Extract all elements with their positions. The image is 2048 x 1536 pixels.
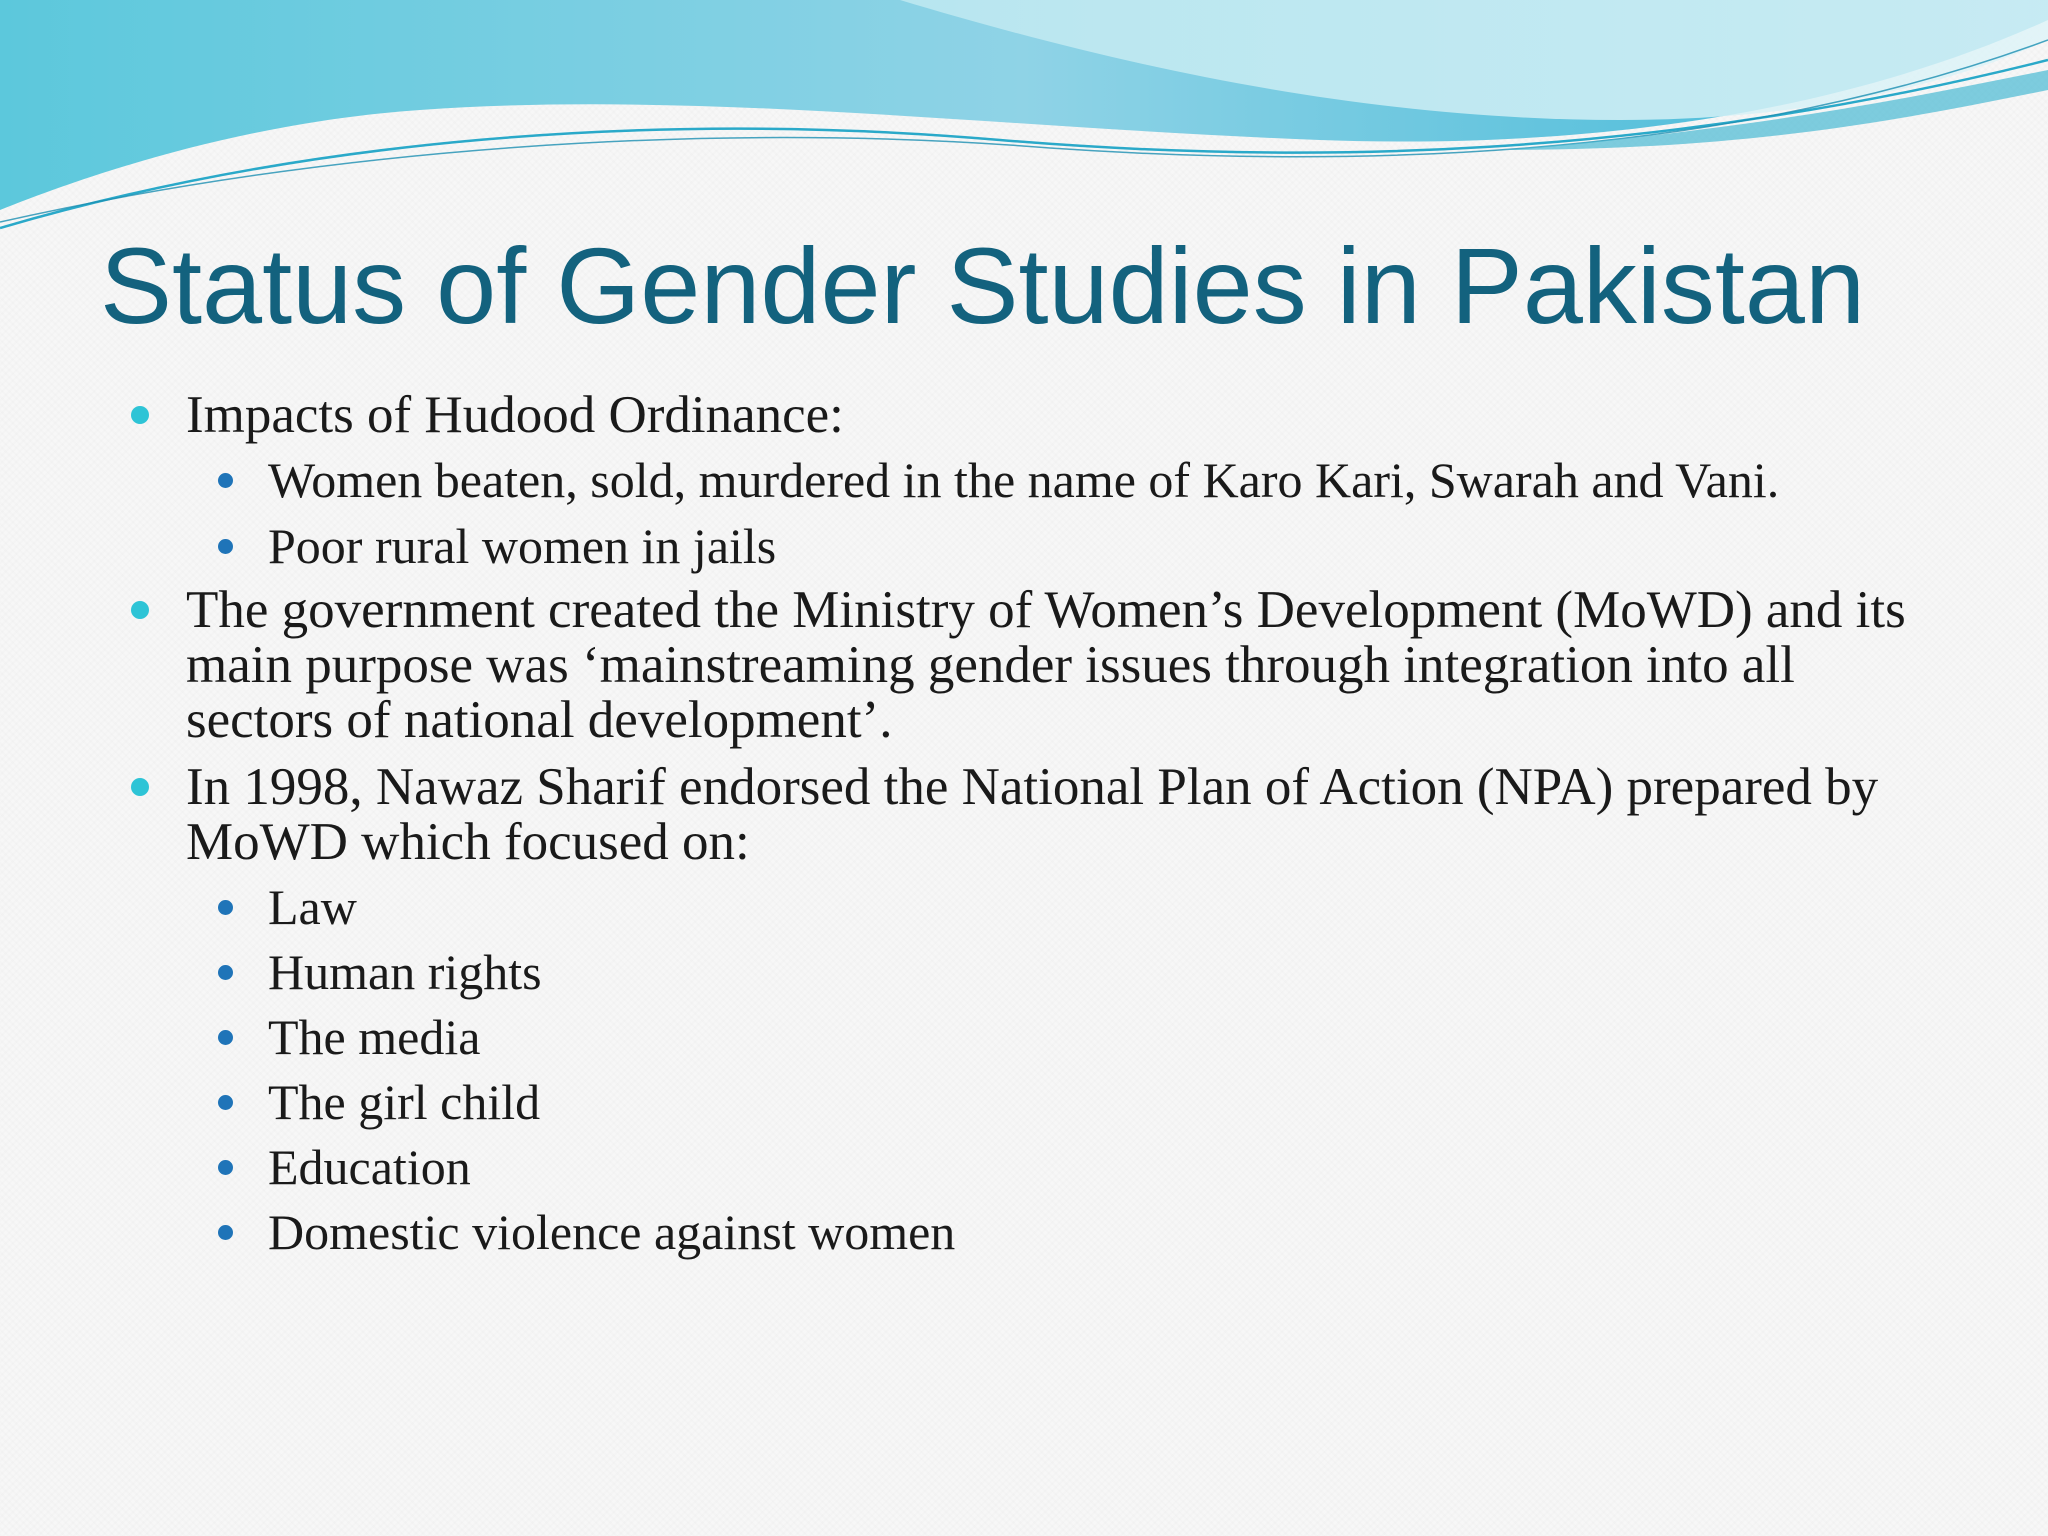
slide-content bbox=[0, 386, 2048, 1260]
bullet-item bbox=[186, 760, 1906, 870]
sub-bullet-dot-icon bbox=[218, 1095, 233, 1110]
sub-bullet-text: Law bbox=[268, 879, 357, 935]
bullet-dot-icon bbox=[131, 601, 149, 619]
sub-bullet-item bbox=[268, 1139, 1908, 1195]
slide-title: Status of Gender Studies in Pakistan bbox=[100, 225, 1866, 346]
bullet-text: The government created the Ministry of Women’s Development (MoWD) and its main purpose was ‘mainstreaming gender issues through integration into all sectors of national development’. bbox=[186, 581, 1906, 749]
sub-bullet-item bbox=[268, 452, 1908, 508]
sub-bullet-dot-icon bbox=[218, 473, 233, 488]
sub-bullet-text: Women beaten, sold, murdered in the name of Karo Kari, Swarah and Vani. bbox=[268, 452, 1780, 508]
sub-bullet-text: Domestic violence against women bbox=[268, 1204, 956, 1260]
bullet-text: Impacts of Hudood Ordinance: bbox=[186, 386, 844, 444]
sub-bullet-dot-icon bbox=[218, 900, 233, 915]
bullet-item bbox=[186, 583, 1906, 748]
sub-bullet-text: The media bbox=[268, 1009, 481, 1065]
header-wave-decoration bbox=[0, 0, 2048, 240]
sub-bullet-dot-icon bbox=[218, 539, 233, 554]
sub-bullet-text: Poor rural women in jails bbox=[268, 518, 777, 574]
sub-bullet-dot-icon bbox=[218, 1225, 233, 1240]
sub-bullet-item bbox=[268, 1009, 1908, 1065]
sub-bullet-dot-icon bbox=[218, 1030, 233, 1045]
sub-bullet-item bbox=[268, 1074, 1908, 1130]
bullet-text: In 1998, Nawaz Sharif endorsed the National Plan of Action (NPA) prepared by MoWD which focused on: bbox=[186, 758, 1879, 871]
sub-bullet-text: The girl child bbox=[268, 1074, 541, 1130]
sub-bullet-dot-icon bbox=[218, 1160, 233, 1175]
sub-bullet-text: Human rights bbox=[268, 944, 542, 1000]
sub-bullet-item bbox=[268, 1204, 1908, 1260]
bullet-item bbox=[186, 388, 1906, 443]
bullet-dot-icon bbox=[131, 406, 149, 424]
sub-bullet-item bbox=[268, 944, 1908, 1000]
sub-bullet-text: Education bbox=[268, 1139, 471, 1195]
bullet-dot-icon bbox=[131, 778, 149, 796]
sub-bullet-dot-icon bbox=[218, 965, 233, 980]
sub-bullet-item bbox=[268, 518, 1908, 574]
sub-bullet-item bbox=[268, 879, 1908, 935]
